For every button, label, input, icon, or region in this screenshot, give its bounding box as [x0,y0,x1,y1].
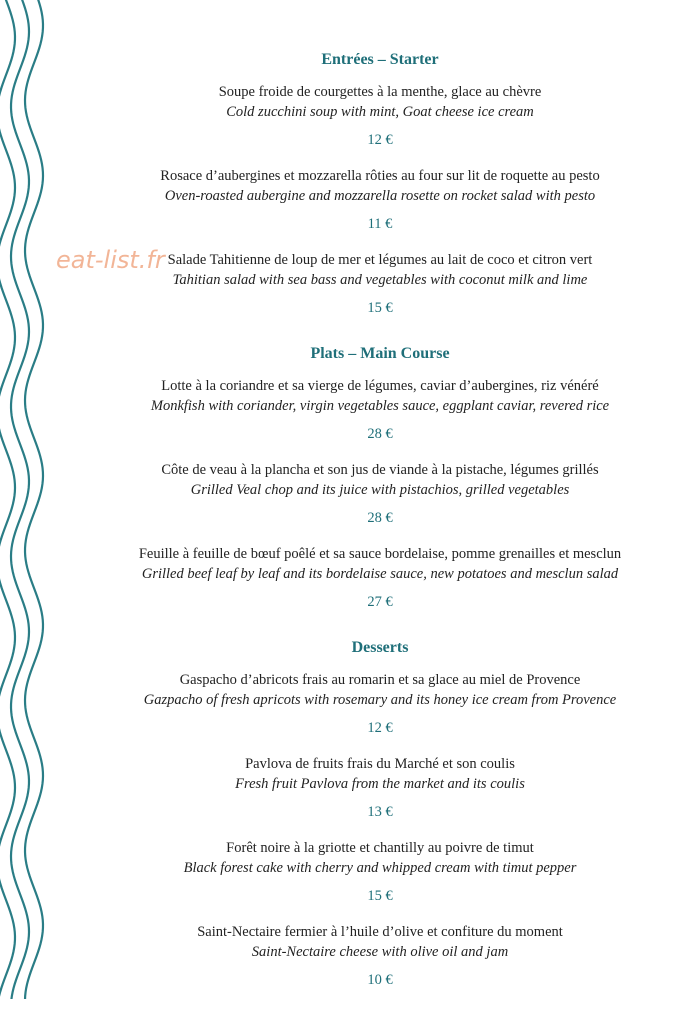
item-name-en: Grilled beef leaf by leaf and its bordelaise sauce, new potatoes and mesclun salad [141,566,619,582]
item-price: 15 € [367,888,393,904]
menu-item [60,460,700,528]
item-price: 10 € [367,972,393,988]
wave-border-decoration [0,0,60,999]
watermark-text: eat-list.fr [56,246,165,274]
menu-item [60,166,700,234]
item-name-fr: Salade Tahitienne de loup de mer et légumes au lait de coco et citron vert [167,252,593,268]
menu-item [60,544,700,612]
item-name-en: Gazpacho of fresh apricots with rosemary and its honey ice cream from Provence [143,692,617,708]
item-name-en: Monkfish with coriander, virgin vegetables sauce, eggplant caviar, revered rice [150,398,610,414]
item-price: 11 € [367,216,393,232]
menu-item [60,376,700,444]
section-starters [60,50,700,318]
item-name-fr: Gaspacho d’abricots frais au romarin et sa glace au miel de Provence [179,672,581,688]
item-name-en: Saint-Nectaire cheese with olive oil and jam [251,944,509,960]
menu-page [60,50,700,1016]
item-name-fr: Lotte à la coriandre et sa vierge de légumes, caviar d’aubergines, riz vénéré [161,378,599,394]
menu-item [60,82,700,150]
item-price: 13 € [367,804,393,820]
wave-line [25,0,43,999]
menu-item [60,922,700,990]
item-name-fr: Forêt noire à la griotte et chantilly au poivre de timut [226,840,534,856]
item-price: 15 € [367,300,393,316]
item-name-fr: Pavlova de fruits frais du Marché et son coulis [245,756,515,772]
item-name-en: Tahitian salad with sea bass and vegetables with coconut milk and lime [172,272,588,288]
item-name-fr: Rosace d’aubergines et mozzarella rôties au four sur lit de roquette au pesto [160,168,600,184]
section-title: Plats – Main Course [310,345,450,362]
item-price: 12 € [367,132,393,148]
item-price: 27 € [367,594,393,610]
item-name-fr: Feuille à feuille de bœuf poêlé et sa sauce bordelaise, pomme grenailles et mesclun [138,546,622,562]
wave-line [0,0,15,999]
item-name-fr: Saint-Nectaire fermier à l’huile d’olive et confiture du moment [197,924,563,940]
item-name-en: Black forest cake with cherry and whipped cream with timut pepper [183,860,577,876]
menu-item [60,838,700,906]
item-price: 28 € [367,426,393,442]
item-name-en: Grilled Veal chop and its juice with pistachios, grilled vegetables [190,482,570,498]
menu-item [60,670,700,738]
section-main-course [60,344,700,612]
item-price: 28 € [367,510,393,526]
item-name-fr: Côte de veau à la plancha et son jus de viande à la pistache, légumes grillés [161,462,599,478]
item-price: 12 € [367,720,393,736]
item-name-en: Oven-roasted aubergine and mozzarella rosette on rocket salad with pesto [164,188,596,204]
item-name-en: Cold zucchini soup with mint, Goat cheese ice cream [226,104,534,120]
menu-item [60,754,700,822]
item-name-en: Fresh fruit Pavlova from the market and its coulis [235,776,525,792]
section-title: Desserts [351,639,409,656]
section-title: Entrées – Starter [321,51,439,68]
section-desserts [60,638,700,990]
item-name-fr: Soupe froide de courgettes à la menthe, glace au chèvre [218,84,542,100]
